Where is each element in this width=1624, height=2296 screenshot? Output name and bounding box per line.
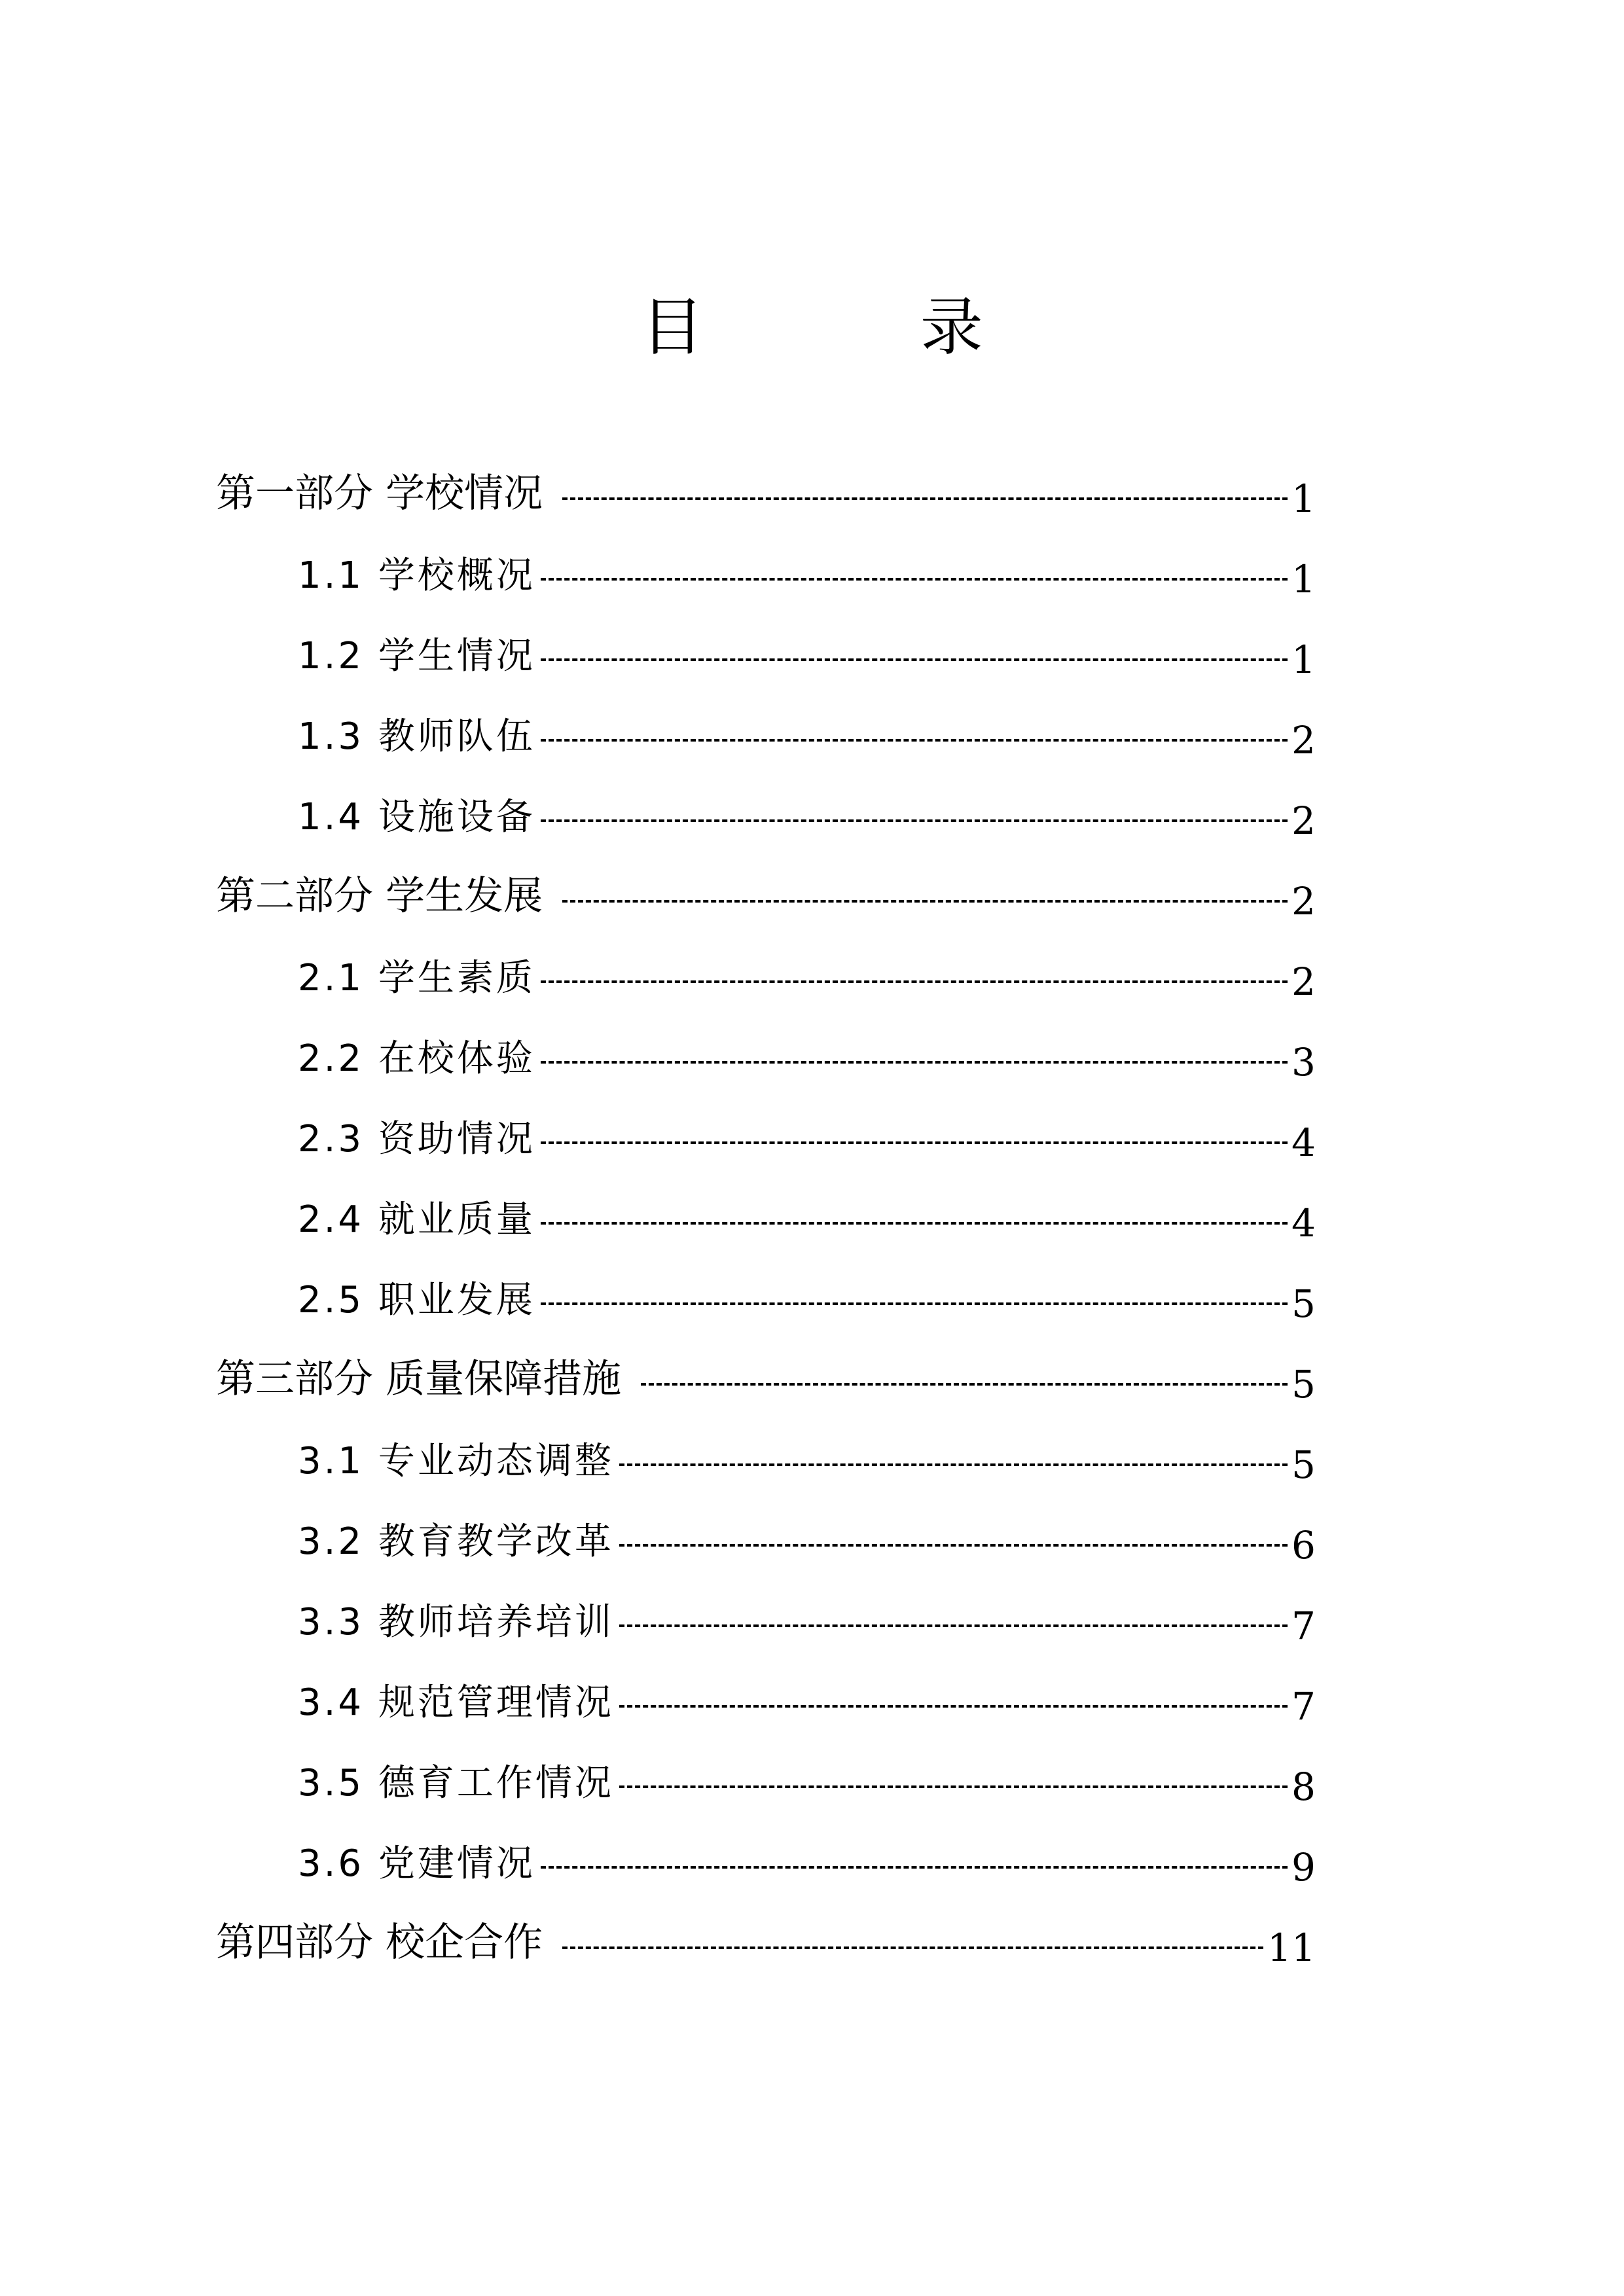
toc-entry-1-3[interactable]	[0, 700, 1624, 772]
toc-entry-page: 11	[1267, 1926, 1316, 1970]
toc-leader-dots	[562, 1946, 1263, 1949]
toc-entry-3-6[interactable]	[0, 1827, 1624, 1899]
toc-leader-dots	[541, 1866, 1288, 1869]
toc-entry-label: 第一部分 学校情况	[216, 471, 543, 516]
toc-entry-page: 5	[1291, 1443, 1316, 1487]
toc-entry-label: 1.1 学校概况	[298, 554, 535, 597]
toc-entry-label: 第四部分 校企合作	[216, 1920, 543, 1965]
toc-entry-label: 1.3 教师队伍	[298, 715, 535, 758]
toc-entry-3-1[interactable]	[0, 1424, 1624, 1496]
toc-leader-dots	[619, 1624, 1288, 1627]
toc-leader-dots	[541, 980, 1288, 983]
toc-entry-2-5[interactable]	[0, 1263, 1624, 1335]
toc-entry-page: 6	[1291, 1523, 1316, 1568]
toc-entry-1-2[interactable]	[0, 619, 1624, 691]
toc-entry-page: 2	[1291, 798, 1316, 843]
toc-entry-2-1[interactable]	[0, 941, 1624, 1013]
toc-entry-2-3[interactable]	[0, 1102, 1624, 1174]
toc-entry-label: 3.4 规范管理情况	[298, 1681, 614, 1724]
toc-entry-page: 7	[1291, 1684, 1316, 1729]
toc-leader-dots	[562, 900, 1288, 903]
toc-entry-3-4[interactable]	[0, 1666, 1624, 1738]
toc-entry-page: 9	[1291, 1845, 1316, 1890]
toc-leader-dots	[541, 739, 1288, 742]
toc-entry-page: 2	[1291, 879, 1316, 924]
toc-entry-2-4[interactable]	[0, 1183, 1624, 1255]
toc-leader-dots	[562, 497, 1288, 500]
toc-leader-dots	[541, 1302, 1288, 1305]
toc-leader-dots	[619, 1785, 1288, 1788]
toc-entry-page: 1	[1291, 557, 1316, 601]
toc-leader-dots	[541, 1061, 1288, 1064]
toc-leader-dots	[541, 1141, 1288, 1144]
toc-entry-1-1[interactable]	[0, 539, 1624, 611]
toc-entry-page: 8	[1291, 1765, 1316, 1809]
toc-entry-label: 2.5 职业发展	[298, 1279, 535, 1321]
toc-entry-label: 2.2 在校体验	[298, 1037, 535, 1080]
toc-entry-2-2[interactable]	[0, 1022, 1624, 1094]
toc-entry-label: 1.2 学生情况	[298, 635, 535, 677]
toc-entry-label: 3.6 党建情况	[298, 1842, 535, 1885]
toc-entry-3-3[interactable]	[0, 1585, 1624, 1657]
toc-leader-dots	[541, 819, 1288, 822]
toc-entry-page: 4	[1291, 1121, 1316, 1165]
toc-leader-dots	[619, 1705, 1288, 1708]
toc-entry-label: 3.3 教师培养培训	[298, 1601, 614, 1643]
toc-leader-dots	[619, 1544, 1288, 1547]
toc-entry-part-2[interactable]	[0, 861, 1624, 933]
toc-entry-3-5[interactable]	[0, 1746, 1624, 1818]
toc-entry-page: 2	[1291, 960, 1316, 1004]
toc-entry-label: 2.3 资助情况	[298, 1118, 535, 1160]
toc-entry-page: 1	[1291, 476, 1316, 521]
toc-entry-label: 3.1 专业动态调整	[298, 1440, 614, 1482]
toc-leader-dots	[641, 1383, 1288, 1386]
toc-entry-page: 3	[1291, 1040, 1316, 1085]
toc-entry-page: 7	[1291, 1604, 1316, 1648]
toc-entry-label: 2.1 学生素质	[298, 957, 535, 999]
toc-entry-page: 1	[1291, 637, 1316, 682]
toc-entry-part-4[interactable]	[0, 1907, 1624, 1979]
toc-leader-dots	[541, 1222, 1288, 1225]
toc-entry-label: 2.4 就业质量	[298, 1198, 535, 1241]
toc-leader-dots	[541, 578, 1288, 581]
toc-entry-label: 第三部分 质量保障措施	[216, 1356, 622, 1402]
toc-entry-page: 4	[1291, 1201, 1316, 1246]
toc-leader-dots	[541, 658, 1288, 661]
toc-entry-page: 5	[1291, 1282, 1316, 1326]
toc-entry-page: 2	[1291, 718, 1316, 762]
toc-entry-3-2[interactable]	[0, 1505, 1624, 1577]
toc-entry-label: 1.4 设施设备	[298, 796, 535, 838]
toc-entry-part-1[interactable]	[0, 458, 1624, 530]
page-title: 目 录	[641, 291, 1081, 364]
toc-entry-label: 3.5 德育工作情况	[298, 1762, 614, 1804]
toc-entry-label: 3.2 教育教学改革	[298, 1520, 614, 1563]
toc-leader-dots	[619, 1463, 1288, 1466]
toc-entry-part-3[interactable]	[0, 1344, 1624, 1416]
toc-entry-1-4[interactable]	[0, 780, 1624, 852]
toc-entry-page: 5	[1291, 1362, 1316, 1407]
toc-entry-label: 第二部分 学生发展	[216, 873, 543, 919]
